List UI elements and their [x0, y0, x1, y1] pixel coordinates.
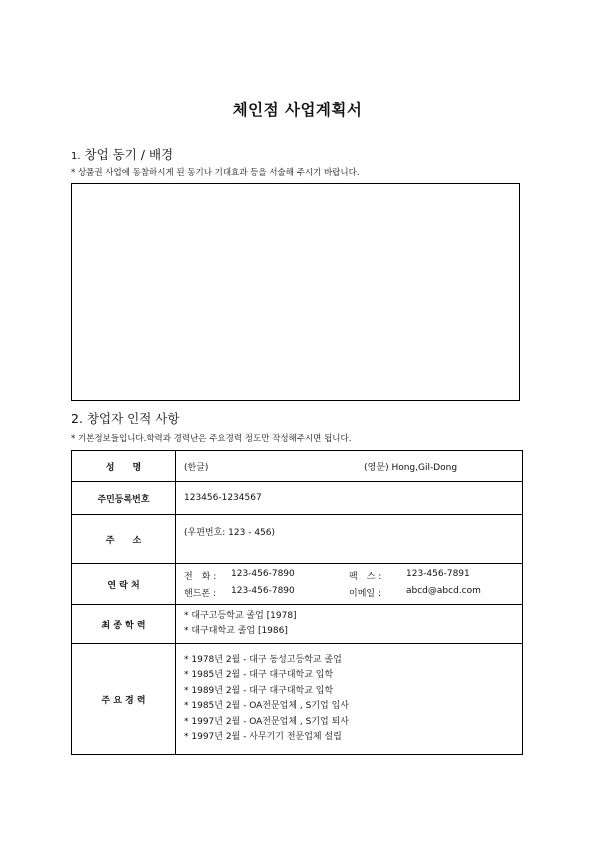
name-label: 성 명 — [72, 451, 176, 482]
address-value-cell[interactable] — [176, 515, 523, 564]
list-item: * 1985년 2월 - 대구 대구대학교 입학 — [184, 670, 334, 680]
contact-value-cell[interactable] — [176, 564, 523, 605]
table-row — [72, 482, 523, 515]
education-label: 최 종 학 력 — [72, 605, 176, 644]
table-row — [72, 451, 523, 482]
name-value-cell[interactable] — [176, 451, 523, 482]
table-row — [72, 515, 523, 564]
list-item: * 1997년 2월 - 사무기기 전문업체 설립 — [184, 732, 342, 742]
section2-number: 2. — [71, 411, 83, 426]
phone-value: 123-456-7890 — [231, 569, 295, 579]
fax-label: 팩 스 : — [349, 572, 382, 582]
fax-value: 123-456-7891 — [406, 569, 470, 579]
table-row — [72, 564, 523, 605]
resident-id-value[interactable]: 123456-1234567 — [176, 482, 523, 515]
list-item: * 1989년 2월 - 대구 대구대학교 입학 — [184, 685, 334, 696]
mobile-value: 123-456-7890 — [231, 586, 295, 596]
section1-number: 1. — [71, 151, 81, 162]
education-value-cell[interactable] — [176, 605, 523, 644]
list-item: * 1985년 2월 - OA전문업체 , S기업 입사 — [184, 701, 350, 711]
contact-label: 연 락 처 — [72, 564, 176, 605]
list-item: * 대구고등학교 졸업 [1978] — [184, 610, 297, 621]
section1-title: 창업 동기 / 배경 — [84, 147, 174, 162]
name-english-value: (영문) Hong,Gil-Dong — [364, 462, 458, 473]
list-item: * 1997년 2월 - OA전문업체 , S기업 퇴사 — [184, 716, 350, 727]
table-row — [72, 644, 523, 755]
list-item: * 대구대학교 졸업 [1986] — [184, 626, 288, 636]
document-title: 체인점 사업계획서 — [232, 101, 363, 119]
career-value-cell[interactable] — [176, 644, 523, 755]
table-row — [72, 605, 523, 644]
email-label: 이메일 : — [349, 589, 381, 599]
founder-info-table — [71, 450, 523, 755]
motivation-text-area[interactable] — [71, 183, 520, 401]
address-label: 주 소 — [72, 515, 176, 564]
section2-note: * 기본정보들입니다.학력과 경력난은 주요경력 정도만 작성해주시면 됩니다. — [71, 434, 352, 444]
section2-heading — [71, 409, 179, 427]
section2-title: 창업자 인적 사항 — [86, 411, 180, 426]
email-value: abcd@abcd.com — [406, 586, 481, 596]
phone-label: 전 화 : — [184, 572, 217, 582]
career-label: 주 요 경 력 — [72, 644, 176, 755]
mobile-label: 핸드폰 : — [184, 589, 216, 599]
section1-note: * 상품권 사업에 동참하시게 된 동기나 기대효과 등을 서술해 주시기 바랍니다. — [71, 168, 360, 178]
name-korean-label: (한글) — [184, 462, 209, 473]
section1-heading — [71, 145, 173, 163]
resident-id-label: 주민등록번호 — [72, 482, 176, 515]
address-value: (우편번호: 123 - 456) — [184, 527, 276, 538]
list-item: * 1978년 2월 - 대구 동성고등학교 졸업 — [184, 654, 342, 665]
